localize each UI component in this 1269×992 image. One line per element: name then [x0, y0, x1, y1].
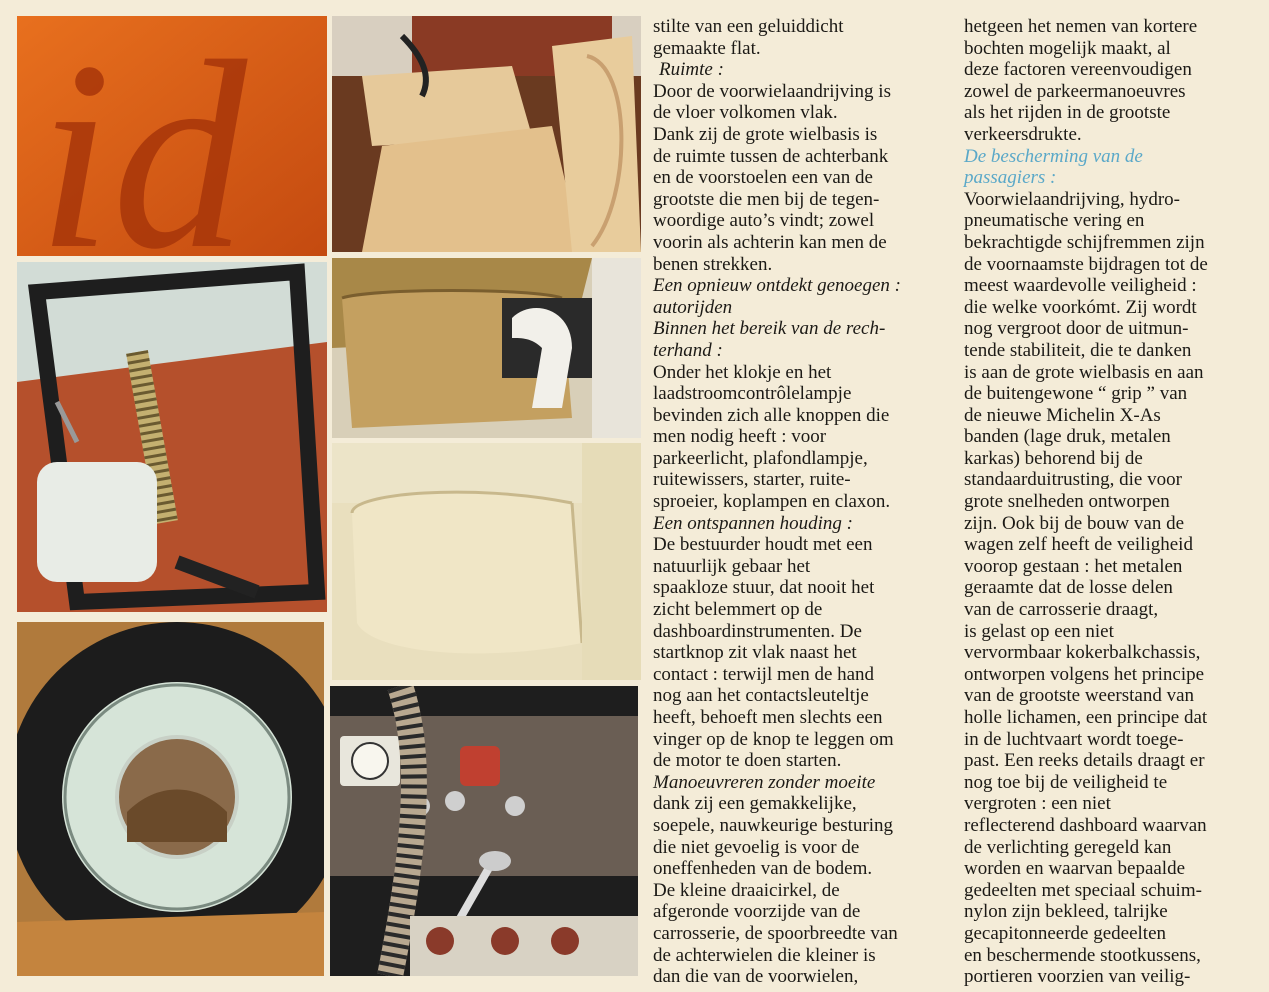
col1-block-9: dank zij een gemakkelijke, soepele, nauwkeurige besturing die niet gevoelig is voor de oneffenheden van de bodem. De kleine draaicirkel, de afgeronde voorzijde van de carrosserie, de spoorbreedte van de achterwielen die kleiner is dan die van de voorwielen, — [653, 793, 898, 988]
col1-block-0: stilte van een geluiddicht gemaakte flat. — [653, 16, 844, 59]
id-logo-panel — [17, 16, 327, 256]
col1-heading-autorijden: Een opnieuw ontdekt genoegen : autorijden — [653, 275, 901, 318]
door-handle-photo — [332, 258, 641, 438]
col2-heading-bescherming: De bescherming van de passagiers : — [964, 145, 1143, 189]
steering-column-photo — [17, 262, 327, 612]
col2-block-0: hetgeen het nemen van kortere bochten mogelijk maakt, al deze factoren vereenvoudigen zowel de parkeermanoeuvres als het rijden in de grootste verkeersdrukte. — [964, 16, 1198, 145]
col1-block-5: Onder het klokje en het laadstroomcontrôlelampje bevinden zich alle knoppen die men nodig heeft : voor parkeerlicht, plafondlampje, ruitewissers, starter, ruite- sproeier, koplampen en claxon. — [653, 361, 891, 513]
dashboard-photo — [330, 686, 638, 976]
id-logo-text: id — [37, 16, 248, 256]
col1-heading-rechterhand: Binnen het bereik van de rech- terhand : — [653, 318, 886, 361]
armrest-cushion-photo — [332, 443, 641, 680]
wheel-photo — [17, 622, 324, 976]
col1-heading-houding: Een ontspannen houding : — [653, 512, 854, 534]
col1-heading-ruimte: Ruimte : — [659, 59, 724, 81]
text-column-left — [653, 16, 953, 988]
text-column-right — [964, 16, 1264, 988]
col2-block-2: Voorwielaandrijving, hydro- pneumatische vering en bekrachtigde schijfremmen zijn de voornaamste bijdragen tot de meest waardevolle veiligheid : die welke voorkómt. Zij wordt nog vergroot door de uitmun- tende stabiliteit, die te danken is aan de grote wielbasis en aan de buitengewone “ grip ” van de nieuwe Michelin X-As banden (lage druk, metalen karkas) behorend bij de standaarduitrusting, die voor grote snelheden ontworpen zijn. Ook bij de bouw van de wagen zelf heeft de veiligheid voorop gestaan : het metalen geraamte dat de losse delen van de carrosserie draagt, is gelast op een niet vervormbaar kokerbalkchassis, ontworpen volgens het principe van de grootste weerstand van holle lichamen, een principe dat in de luchtvaart wordt toege- past. Een reeks details draagt er nog toe bij de veiligheid te vergroten : een niet reflecterend dashboard waarvan de verlichting geregeld kan worden en waarvan bepaalde gedeelten met speciaal schuim- nylon zijn bekleed, talrijke gecapitonneerde gedeelten en beschermende stootkussens, portieren voorzien van veilig- — [964, 188, 1208, 988]
col1-block-7: De bestuurder houdt met een natuurlijk gebaar het spaakloze stuur, dat nooit het zicht belemmert op de dashboardinstrumenten. De startknop zit vlak naast het contact : terwijl men de hand nog aan het contactsleuteltje heeft, behoeft men slechts een vinger op de knop te leggen om de motor te doen starten. — [653, 534, 894, 772]
front-seats-photo — [332, 16, 641, 252]
col1-block-2: Door de voorwielaandrijving is de vloer volkomen vlak. Dank zij de grote wielbasis is de ruimte tussen de achterbank en de voorstoelen een van de grootste die men bij de tegen- woordige auto’s vindt; zowel voorin als achterin kan men de benen strekken. — [653, 80, 891, 275]
col1-heading-manoeuvreren: Manoeuvreren zonder moeite — [653, 771, 876, 793]
